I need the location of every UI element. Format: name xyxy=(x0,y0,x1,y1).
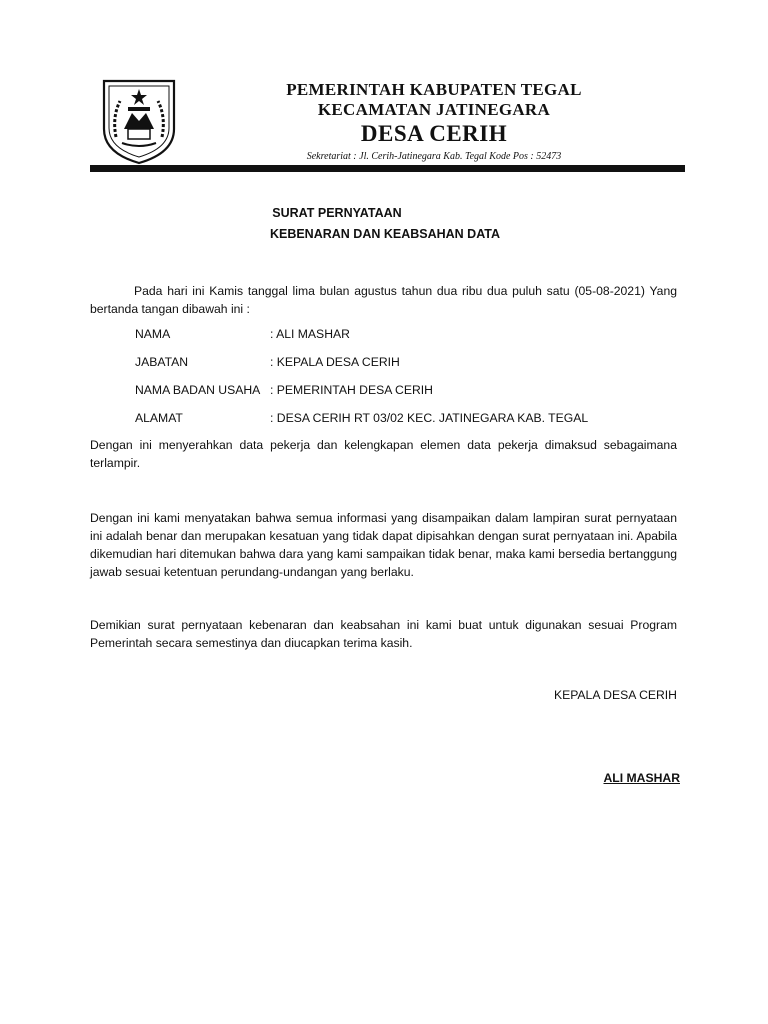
field-value: : DESA CERIH RT 03/02 KEC. JATINEGARA KAB. TEGAL xyxy=(270,411,589,425)
field-value: : ALI MASHAR xyxy=(270,327,350,341)
field-label: JABATAN xyxy=(135,355,189,369)
letterhead xyxy=(200,80,668,164)
document-title: SURAT PERNYATAAN xyxy=(272,206,402,220)
regency-coat-of-arms-icon xyxy=(98,77,180,165)
declaration-paragraph: Dengan ini kami menyatakan bahwa semua informasi yang disampaikan dalam lampiran surat pernyataan ini adalah benar dan merupakan kesatuan yang tidak dapat dipisahkan dengan surat pernyataan ini. Apabila dikemudian hari ditemukan bahwa dara yang kami sampaikan tidak benar, maka kami bersedia bertanggung jawab sesuai ketentuan perundang-undangan yang berlaku. xyxy=(90,511,677,579)
field-value: : PEMERINTAH DESA CERIH xyxy=(270,383,433,397)
submission-paragraph: Dengan ini menyerahkan data pekerja dan kelengkapan elemen data pekerja dimaksud sebagaimana terlampir. xyxy=(90,438,677,470)
signatory-name: ALI MASHAR xyxy=(603,771,680,785)
closing-paragraph: Demikian surat pernyataan kebenaran dan keabsahan ini kami buat untuk digunakan sesuai Program Pemerintah secara semestinya dan diucapkan terima kasih. xyxy=(90,618,677,650)
field-label: NAMA BADAN USAHA xyxy=(135,383,261,397)
letterhead-regency: PEMERINTAH KABUPATEN TEGAL xyxy=(286,80,582,99)
document-subtitle: KEBENARAN DAN KEABSAHAN DATA xyxy=(269,227,501,241)
field-row xyxy=(135,353,400,371)
letterhead-address: Sekretariat : Jl. Cerih-Jatinegara Kab. Tegal Kode Pos : 52473 xyxy=(306,151,562,162)
signatory-title: KEPALA DESA CERIH xyxy=(553,688,677,702)
letterhead-divider xyxy=(90,165,685,172)
field-row xyxy=(135,409,588,427)
opening-paragraph: Pada hari ini Kamis tanggal lima bulan agustus tahun dua ribu dua puluh satu (05-08-2021) Yang bertanda tangan dibawah ini : xyxy=(90,284,677,316)
letterhead-village: DESA CERIH xyxy=(360,121,508,146)
letterhead-district: KECAMATAN JATINEGARA xyxy=(317,100,551,119)
field-row xyxy=(135,381,433,399)
field-label: ALAMAT xyxy=(135,411,183,425)
field-label: NAMA xyxy=(135,327,171,341)
field-row xyxy=(135,325,350,343)
field-value: : KEPALA DESA CERIH xyxy=(270,355,400,369)
